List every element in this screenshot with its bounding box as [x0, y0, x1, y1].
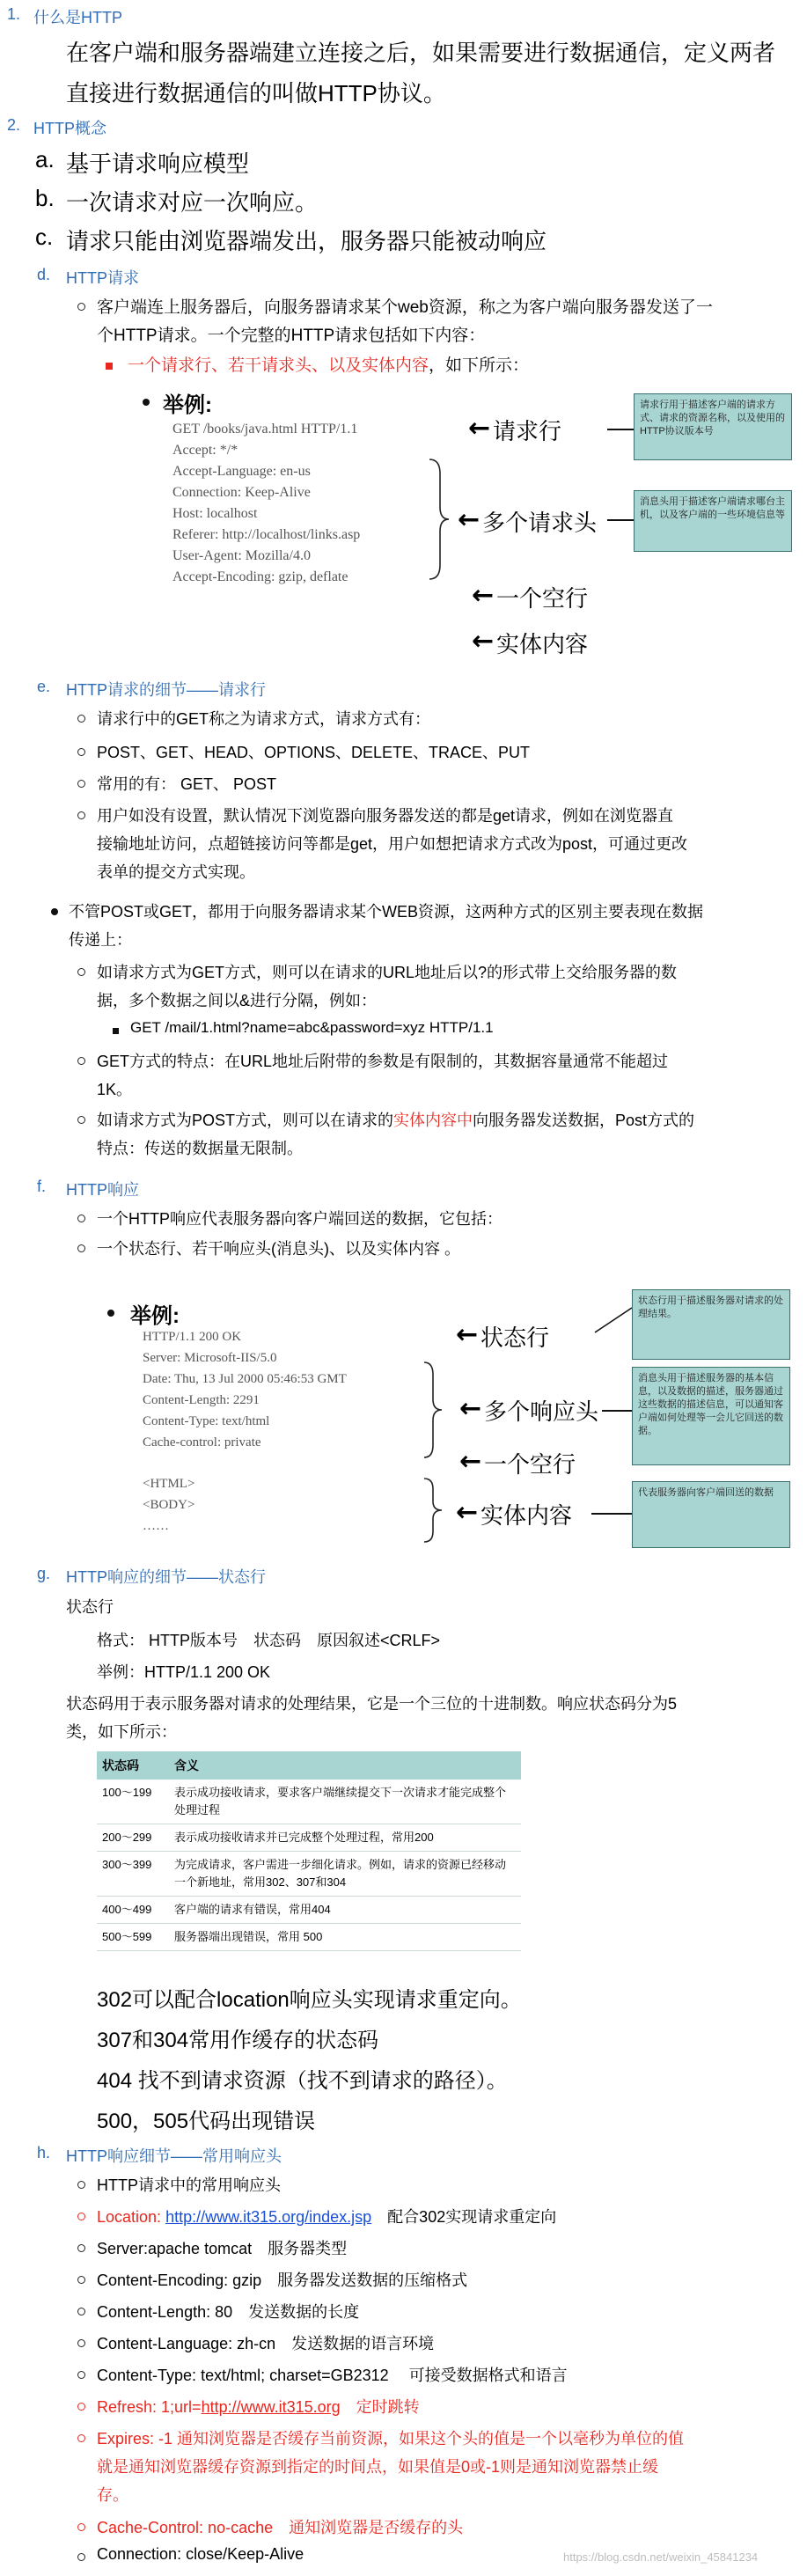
table-header-cell: 状态码	[97, 1751, 169, 1780]
code-line: User-Agent: Mozilla/4.0	[172, 548, 311, 563]
f-label-status: 状态行	[481, 1325, 550, 1351]
code-line: GET /books/java.html HTTP/1.1	[172, 422, 358, 437]
d-intro-line-2: 个HTTP请求。一个完整的HTTP请求包括如下内容：	[97, 327, 486, 345]
bullet-dot-icon	[51, 908, 58, 915]
response-code-block	[143, 1326, 347, 1453]
e-post-b: 向服务器发送数据，Post方式的	[473, 1112, 695, 1129]
e-post-line-2: 特点：传送的数据量无限制。	[97, 1140, 303, 1157]
f-item-2: 一个状态行、若干响应头(消息头)、以及实体内容 。	[97, 1240, 460, 1258]
circle-bullet-icon	[77, 2308, 85, 2315]
body-note-box: 代表服务器向客户端回送的数据	[632, 1481, 790, 1548]
h-refresh-link[interactable]: http://www.it315.org	[201, 2398, 341, 2416]
left-arrow-icon: ←	[456, 1319, 479, 1350]
concept-a-letter: a.	[35, 146, 55, 172]
code-line: HTTP/1.1 200 OK	[143, 1330, 242, 1344]
h-header-item: Server:apache tomcat 服务器类型	[97, 2240, 348, 2257]
e-item-4-line-2: 接输地址访问，点超链接访问等都是get，用户如想把请求方式改为post，可通过更改	[97, 835, 688, 853]
bullet-dot-icon	[143, 399, 150, 406]
circle-bullet-icon	[77, 2403, 85, 2411]
square-bullet-icon	[113, 1028, 119, 1034]
h-header-item: Content-Length: 80 发送数据的长度	[97, 2303, 360, 2321]
d-components-rest: ，如下所示：	[429, 356, 530, 375]
table-row	[97, 1824, 521, 1852]
code-line: Accept-Language: en-us	[172, 464, 311, 479]
sub-g-title: HTTP响应的细节——状态行	[66, 1568, 266, 1586]
table-cell-code: 300～399	[97, 1852, 169, 1897]
h-refresh-desc: 定时跳转	[340, 2398, 420, 2416]
circle-bullet-icon	[77, 2244, 85, 2252]
section-2-number: 2.	[7, 116, 21, 134]
d-intro-line-1: 客户端连上服务器后，向服务器请求某个web资源，称之为客户端向服务器发送了一	[97, 298, 713, 317]
h-expires-line-1: Expires: -1 通知浏览器是否缓存当前资源，如果这个头的值是一个以毫秒为单位的值	[97, 2430, 685, 2448]
table-cell-meaning: 服务器端出现错误，常用 500	[169, 1924, 521, 1951]
headers-note-box: 消息头用于描述服务器的基本信息，以及数据的描述，服务器通过这些数据的描述信息，可以通知客户端如何处理等一会儿它回送的数据。	[632, 1367, 790, 1465]
table-cell-code: 400～499	[97, 1897, 169, 1924]
code-line: ……	[143, 1519, 169, 1533]
code-line: <BODY>	[143, 1498, 195, 1512]
section-1-number: 1.	[7, 5, 21, 23]
h-refresh-label: Refresh: 1;url=	[97, 2398, 202, 2416]
connector-line	[607, 429, 634, 430]
sub-d-letter: d.	[37, 266, 51, 283]
sub-d-title: HTTP请求	[66, 269, 139, 287]
circle-bullet-icon	[77, 2523, 85, 2531]
e-get-line-1: 如请求方式为GET方式，则可以在请求的URL地址后以?的形式带上交给服务器的数	[97, 964, 678, 981]
f-example-label: 举例:	[130, 1304, 180, 1328]
left-arrow-icon: ←	[458, 504, 481, 535]
e-bullet-line-2: 传递上：	[69, 931, 132, 949]
watermark: https://blog.csdn.net/weixin_45841234	[563, 2550, 759, 2564]
section-1-body-line-1: 在客户端和服务器端建立连接之后，如果需要进行数据通信，定义两者	[66, 40, 776, 66]
sub-f-title: HTTP响应	[66, 1181, 139, 1199]
headers-brace-icon	[421, 1361, 447, 1459]
h-intro: HTTP请求中的常用响应头	[97, 2176, 281, 2194]
sub-h-title: HTTP响应细节——常用响应头	[66, 2147, 282, 2165]
table-row	[97, 1897, 521, 1924]
code-line: <HTML>	[143, 1477, 195, 1491]
f-label-body: 实体内容	[481, 1503, 573, 1529]
table-header-cell: 含义	[169, 1751, 521, 1780]
e-post-line-1	[97, 1108, 694, 1131]
headers-note-box: 消息头用于描述客户端请求哪台主机，以及客户端的一些环境信息等	[634, 490, 792, 552]
g-desc-line-2: 类，如下所示：	[66, 1723, 177, 1741]
e-item-4-line-1: 用户如没有设置，默认情况下浏览器向服务器发送的都是get请求，例如在浏览器直	[97, 807, 674, 825]
status-code-table	[97, 1751, 521, 1951]
e-bullet-line-1: 不管POST或GET，都用于向服务器请求某个WEB资源，这两种方式的区别主要表现在数据	[69, 903, 704, 921]
section-2-title: HTTP概念	[33, 120, 106, 137]
f-label-empty-line: 一个空行	[484, 1452, 576, 1478]
connector-line	[607, 519, 634, 521]
d-label-body: 实体内容	[496, 632, 589, 657]
g-note-2: 307和304常用作缓存的状态码	[97, 2029, 379, 2052]
sub-e-letter: e.	[37, 678, 51, 695]
e-get-example: GET /mail/1.html?name=abc&password=xyz HTTP/1.1	[130, 1019, 494, 1036]
sub-g-letter: g.	[37, 1565, 51, 1582]
circle-bullet-icon	[77, 1244, 85, 1252]
h-location-line	[97, 2205, 556, 2227]
g-note-3: 404 找不到请求资源（找不到请求的路径）。	[97, 2069, 508, 2093]
table-cell-code: 200～299	[97, 1824, 169, 1852]
e-post-red: 实体内容中	[393, 1112, 473, 1129]
left-arrow-icon: ←	[472, 626, 495, 657]
h-header-item: Content-Type: text/html; charset=GB2312 可接受数据格式和语言	[97, 2367, 568, 2384]
code-line: Host: localhost	[172, 506, 258, 521]
code-line: Referer: http://localhost/links.asp	[172, 527, 361, 542]
table-cell-meaning: 表示成功接收请求并已完成整个处理过程，常用200	[169, 1824, 521, 1852]
section-1-body-line-2: 直接进行数据通信的叫做HTTP协议。	[66, 80, 446, 106]
code-line: Content-Length: 2291	[143, 1393, 260, 1407]
concept-a-text: 基于请求响应模型	[66, 150, 250, 177]
h-expires-line-3: 存。	[97, 2486, 128, 2504]
code-line: Server: Microsoft-IIS/5.0	[143, 1351, 277, 1365]
circle-bullet-icon	[77, 2434, 85, 2442]
body-brace-icon	[421, 1477, 447, 1544]
e-item-4-line-3: 表单的提交方式实现。	[97, 863, 255, 881]
g-example: 举例：HTTP/1.1 200 OK	[97, 1663, 271, 1681]
concept-c-letter: c.	[35, 224, 54, 250]
left-arrow-icon: ←	[456, 1497, 479, 1528]
h-connection: Connection: close/Keep-Alive	[97, 2545, 304, 2563]
circle-bullet-icon	[77, 2553, 85, 2561]
circle-bullet-icon	[77, 303, 85, 311]
status-note-box: 状态行用于描述服务器对请求的处理结果。	[632, 1289, 790, 1360]
table-cell-meaning: 为完成请求，客户需进一步细化请求。例如，请求的资源已经移动一个新地址，常用302、307和304	[169, 1852, 521, 1897]
left-arrow-icon: ←	[468, 413, 491, 444]
concept-c-text: 请求只能由浏览器端发出，服务器只能被动响应	[66, 228, 547, 254]
e-post-a: 如请求方式为POST方式，则可以在请求的	[97, 1112, 394, 1129]
request-code-block	[172, 419, 360, 588]
table-cell-meaning: 表示成功接收请求，要求客户端继续提交下一次请求才能完成整个处理过程	[169, 1780, 521, 1824]
circle-bullet-icon	[77, 1116, 85, 1124]
e-item-2: POST、GET、HEAD、OPTIONS、DELETE、TRACE、PUT	[97, 744, 531, 761]
g-status-label: 状态行	[66, 1598, 114, 1616]
g-note-4: 500，505代码出现错误	[97, 2110, 316, 2133]
left-arrow-icon: ←	[459, 1393, 482, 1424]
response-body-code	[143, 1473, 194, 1537]
e-item-1: 请求行中的GET称之为请求方式，请求方式有：	[97, 710, 430, 728]
connector-line	[591, 1304, 635, 1336]
concept-b-text: 一次请求对应一次响应。	[66, 189, 319, 216]
d-components-line	[128, 352, 529, 376]
left-arrow-icon: ←	[472, 580, 495, 611]
code-line: Cache-control: private	[143, 1435, 261, 1449]
d-label-empty-line: 一个空行	[496, 586, 589, 612]
concept-b-letter: b.	[35, 185, 55, 211]
connector-line	[602, 1410, 632, 1412]
circle-bullet-icon	[77, 748, 85, 756]
h-header-item: Content-Encoding: gzip 服务器发送数据的压缩格式	[97, 2271, 468, 2289]
circle-bullet-icon	[77, 2213, 85, 2220]
circle-bullet-icon	[77, 2276, 85, 2284]
g-format: 格式： HTTP版本号 状态码 原因叙述<CRLF>	[97, 1632, 441, 1649]
circle-bullet-icon	[77, 1057, 85, 1065]
d-example-label: 举例:	[163, 393, 212, 417]
circle-bullet-icon	[77, 968, 85, 976]
f-item-1: 一个HTTP响应代表服务器向客户端回送的数据，它包括：	[97, 1210, 503, 1228]
e-get-feature-line-2: 1K。	[97, 1081, 133, 1098]
e-item-3: 常用的有： GET、 POST	[97, 775, 277, 793]
f-label-headers: 多个响应头	[484, 1399, 599, 1425]
code-line: Accept-Encoding: gzip, deflate	[172, 569, 348, 584]
connector-line	[591, 1513, 632, 1515]
code-line: Accept: */*	[172, 443, 238, 458]
circle-bullet-icon	[77, 2339, 85, 2347]
h-refresh-line	[97, 2395, 420, 2418]
circle-bullet-icon	[77, 811, 85, 819]
code-line: Date: Thu, 13 Jul 2000 05:46:53 GMT	[143, 1372, 347, 1386]
headers-brace-icon	[426, 458, 452, 581]
circle-bullet-icon	[77, 715, 85, 723]
square-bullet-icon	[106, 363, 113, 370]
circle-bullet-icon	[77, 1215, 85, 1222]
d-label-request-line: 请求行	[493, 419, 562, 444]
g-desc-line-1: 状态码用于表示服务器对请求的处理结果，它是一个三位的十进制数。响应状态码分为5	[66, 1695, 678, 1713]
sub-e-title: HTTP请求的细节——请求行	[66, 681, 266, 699]
table-row	[97, 1852, 521, 1897]
section-1-title: 什么是HTTP	[33, 9, 122, 26]
h-expires-line-2: 就是通知浏览器缓存资源到指定的时间点，如果值是0或-1则是通知浏览器禁止缓	[97, 2458, 659, 2476]
g-note-1: 302可以配合location响应头实现请求重定向。	[97, 1988, 522, 2012]
request-line-note-box: 请求行用于描述客户端的请求方式、请求的资源名称，以及使用的HTTP协议版本号	[634, 393, 792, 460]
d-components-red: 一个请求行、若干请求头、以及实体内容	[128, 356, 429, 375]
table-row	[97, 1924, 521, 1951]
h-location-link[interactable]: http://www.it315.org/index.jsp	[165, 2208, 372, 2226]
h-location-label: Location:	[97, 2208, 166, 2226]
h-location-desc: 配合302实现请求重定向	[371, 2208, 557, 2226]
table-header-row	[97, 1751, 521, 1780]
circle-bullet-icon	[77, 2181, 85, 2189]
bullet-dot-icon	[107, 1310, 114, 1317]
code-line: Connection: Keep-Alive	[172, 485, 311, 500]
e-get-feature-line-1: GET方式的特点：在URL地址后附带的参数是有限制的，其数据容量通常不能超过	[97, 1053, 669, 1070]
circle-bullet-icon	[77, 780, 85, 788]
code-line: Content-Type: text/html	[143, 1414, 270, 1428]
sub-h-letter: h.	[37, 2144, 51, 2161]
left-arrow-icon: ←	[459, 1446, 482, 1477]
table-cell-code: 100～199	[97, 1780, 169, 1824]
circle-bullet-icon	[77, 2371, 85, 2379]
h-cache-control: Cache-Control: no-cache 通知浏览器是否缓存的头	[97, 2519, 464, 2536]
table-row	[97, 1780, 521, 1824]
table-cell-code: 500～599	[97, 1924, 169, 1951]
table-cell-meaning: 客户端的请求有错误，常用404	[169, 1897, 521, 1924]
e-get-line-2: 据，多个数据之间以&进行分隔，例如：	[97, 992, 378, 1009]
h-header-item: Content-Language: zh-cn 发送数据的语言环境	[97, 2335, 435, 2352]
d-label-headers: 多个请求头	[482, 510, 598, 536]
sub-f-letter: f.	[37, 1178, 47, 1195]
